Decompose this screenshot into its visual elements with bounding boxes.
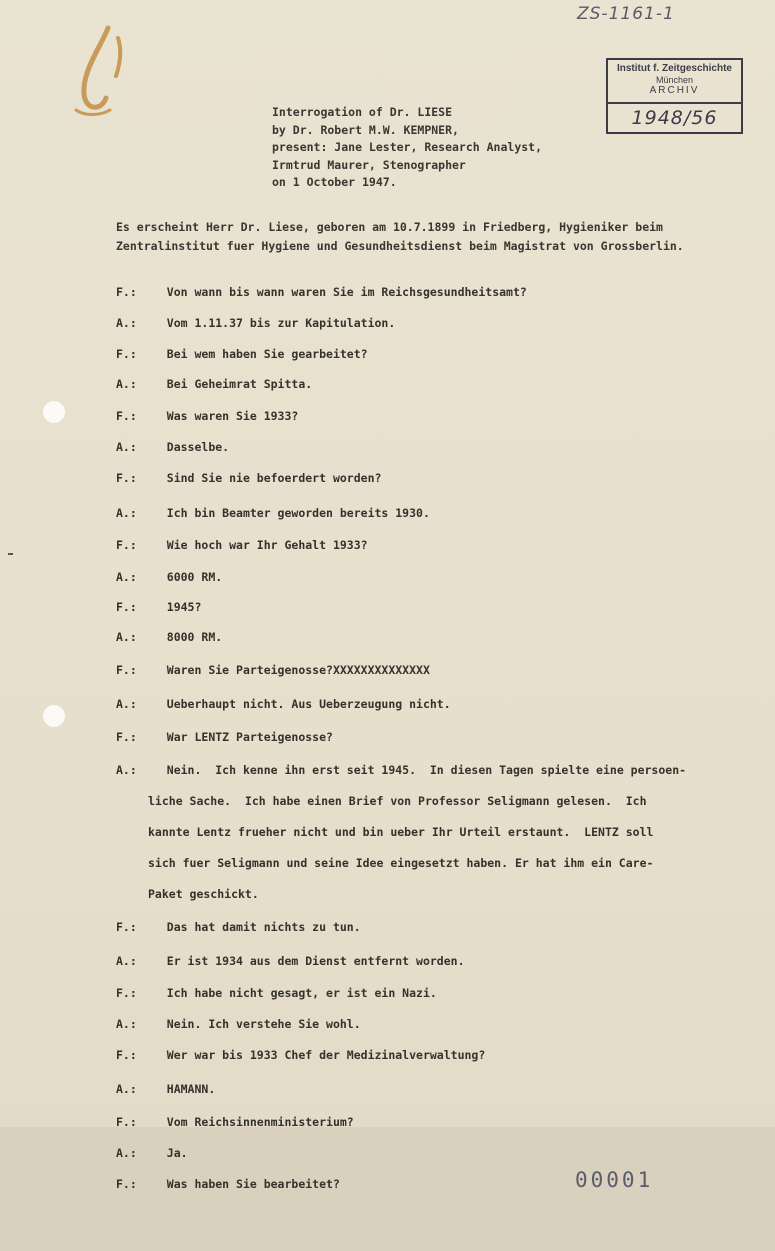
dialogue-line (116, 1082, 215, 1096)
dialogue-text: Ich bin Beamter geworden bereits 1930. (166, 506, 430, 520)
speaker-label: F.: (116, 538, 137, 552)
header-line: by Dr. Robert M.W. KEMPNER, (272, 122, 459, 137)
dialogue-continuation: Paket geschickt. (148, 887, 259, 901)
dialogue-line (116, 1115, 354, 1129)
dialogue-text: 8000 RM. (166, 630, 223, 644)
speaker-label: F.: (116, 471, 137, 485)
dialogue-line (116, 1048, 485, 1062)
dialogue-text: HAMANN. (166, 1082, 216, 1096)
speaker-label: F.: (116, 1115, 137, 1129)
dialogue-text: Was waren Sie 1933? (166, 409, 299, 423)
speaker-label: F.: (116, 600, 137, 614)
handwritten-mark-icon (60, 20, 150, 120)
stamp-line-3: ARCHIV (649, 85, 700, 96)
speaker-label: F.: (116, 986, 137, 1000)
dialogue-text: Vom Reichsinnenministerium? (166, 1115, 354, 1129)
dialogue-text: Von wann bis wann waren Sie im Reichsgesundheitsamt? (166, 285, 527, 299)
speaker-label: A.: (116, 1082, 137, 1096)
dialogue-line (116, 316, 395, 330)
speaker-label: F.: (116, 920, 137, 934)
dialogue-text: Wie hoch war Ihr Gehalt 1933? (166, 538, 368, 552)
dialogue-line (116, 630, 222, 644)
dialogue-text: Ich habe nicht gesagt, er ist ein Nazi. (166, 986, 437, 1000)
speaker-label: A.: (116, 1146, 137, 1160)
dialogue-continuation: liche Sache. Ich habe einen Brief von Professor Seligmann gelesen. Ich (148, 794, 647, 808)
speaker-label: A.: (116, 763, 137, 777)
dialogue-line (116, 697, 451, 711)
margin-tick (8, 553, 13, 555)
dialogue-text: Ja. (166, 1146, 188, 1160)
header-line: Irmtrud Maurer, Stenographer (272, 157, 466, 172)
dialogue-line (116, 440, 229, 454)
dialogue-line (116, 471, 381, 485)
dialogue-text: Dasselbe. (166, 440, 230, 454)
dialogue-line (116, 1017, 361, 1031)
dialogue-text: Vom 1.11.37 bis zur Kapitulation. (166, 316, 396, 330)
dialogue-line (116, 954, 465, 968)
dialogue-text: Was haben Sie bearbeitet? (166, 1177, 340, 1191)
interrogation-header (272, 104, 542, 192)
dialogue-text: Nein. Ich kenne ihn erst seit 1945. In diesen Tagen spielte eine persoen- (166, 763, 687, 777)
dialogue-line (116, 377, 312, 391)
archive-reference: ZS-1161-1 (577, 4, 675, 24)
stamp-number: 1948/56 (608, 102, 741, 132)
header-line: Interrogation of Dr. LIESE (272, 105, 453, 119)
dialogue-line (116, 506, 430, 520)
speaker-label: F.: (116, 1177, 137, 1191)
speaker-label: A.: (116, 954, 137, 968)
dialogue-continuation: sich fuer Seligmann und seine Idee eingesetzt haben. Er hat ihm ein Care- (148, 856, 654, 870)
dialogue-continuation: kannte Lentz frueher nicht und bin ueber Ihr Urteil erstaunt. LENTZ soll (148, 825, 654, 839)
dialogue-line (116, 285, 527, 299)
dialogue-line (116, 347, 368, 361)
dialogue-text: Waren Sie Parteigenosse?XXXXXXXXXXXXXX (166, 663, 430, 677)
dialogue-line (116, 730, 333, 744)
dialogue-text: Wer war bis 1933 Chef der Medizinalverwaltung? (166, 1048, 486, 1062)
dialogue-line (116, 1177, 340, 1191)
dialogue-text: Ueberhaupt nicht. Aus Ueberzeugung nicht. (166, 697, 451, 711)
punch-hole (43, 401, 65, 423)
dialogue-line (116, 986, 437, 1000)
speaker-label: A.: (116, 697, 137, 711)
punch-hole (43, 705, 65, 727)
dialogue-line (116, 920, 361, 934)
speaker-label: A.: (116, 377, 137, 391)
dialogue-line (116, 538, 368, 552)
archive-stamp (606, 58, 743, 134)
dialogue-line (116, 663, 430, 677)
speaker-label: A.: (116, 630, 137, 644)
speaker-label: F.: (116, 285, 137, 299)
dialogue-text: Nein. Ich verstehe Sie wohl. (166, 1017, 361, 1031)
speaker-label: A.: (116, 570, 137, 584)
speaker-label: A.: (116, 440, 137, 454)
dialogue-text: 1945? (166, 600, 202, 614)
header-line: on 1 October 1947. (272, 175, 397, 189)
dialogue-text: Er ist 1934 aus dem Dienst entfernt worden. (166, 954, 465, 968)
intro-paragraph: Es erscheint Herr Dr. Liese, geboren am 10.7.1899 in Friedberg, Hygieniker beim Zentralinstitut fuer Hygiene und Gesundheitsdienst beim Magistrat von Grossberlin. (116, 220, 684, 253)
dialogue-line (116, 763, 686, 777)
speaker-label: F.: (116, 730, 137, 744)
dialogue-text: War LENTZ Parteigenosse? (166, 730, 333, 744)
dialogue-text: Bei wem haben Sie gearbeitet? (166, 347, 368, 361)
speaker-label: F.: (116, 1048, 137, 1062)
dialogue-text: Sind Sie nie befoerdert worden? (166, 471, 382, 485)
speaker-label: F.: (116, 409, 137, 423)
stamp-line-1: Institut f. Zeitgeschichte (616, 63, 732, 74)
dialogue-line (116, 600, 201, 614)
speaker-label: F.: (116, 663, 137, 677)
speaker-label: F.: (116, 347, 137, 361)
dialogue-text: 6000 RM. (166, 570, 223, 584)
dialogue-text: Bei Geheimrat Spitta. (166, 377, 313, 391)
dialogue-text: Das hat damit nichts zu tun. (166, 920, 361, 934)
dialogue-line (116, 409, 298, 423)
dialogue-line (116, 570, 222, 584)
speaker-label: A.: (116, 1017, 137, 1031)
page-number: 00001 (575, 1168, 654, 1192)
speaker-label: A.: (116, 506, 137, 520)
stamp-line-2: München (655, 75, 694, 85)
header-line: present: Jane Lester, Research Analyst, (272, 140, 543, 154)
dialogue-line (116, 1146, 188, 1160)
speaker-label: A.: (116, 316, 137, 330)
